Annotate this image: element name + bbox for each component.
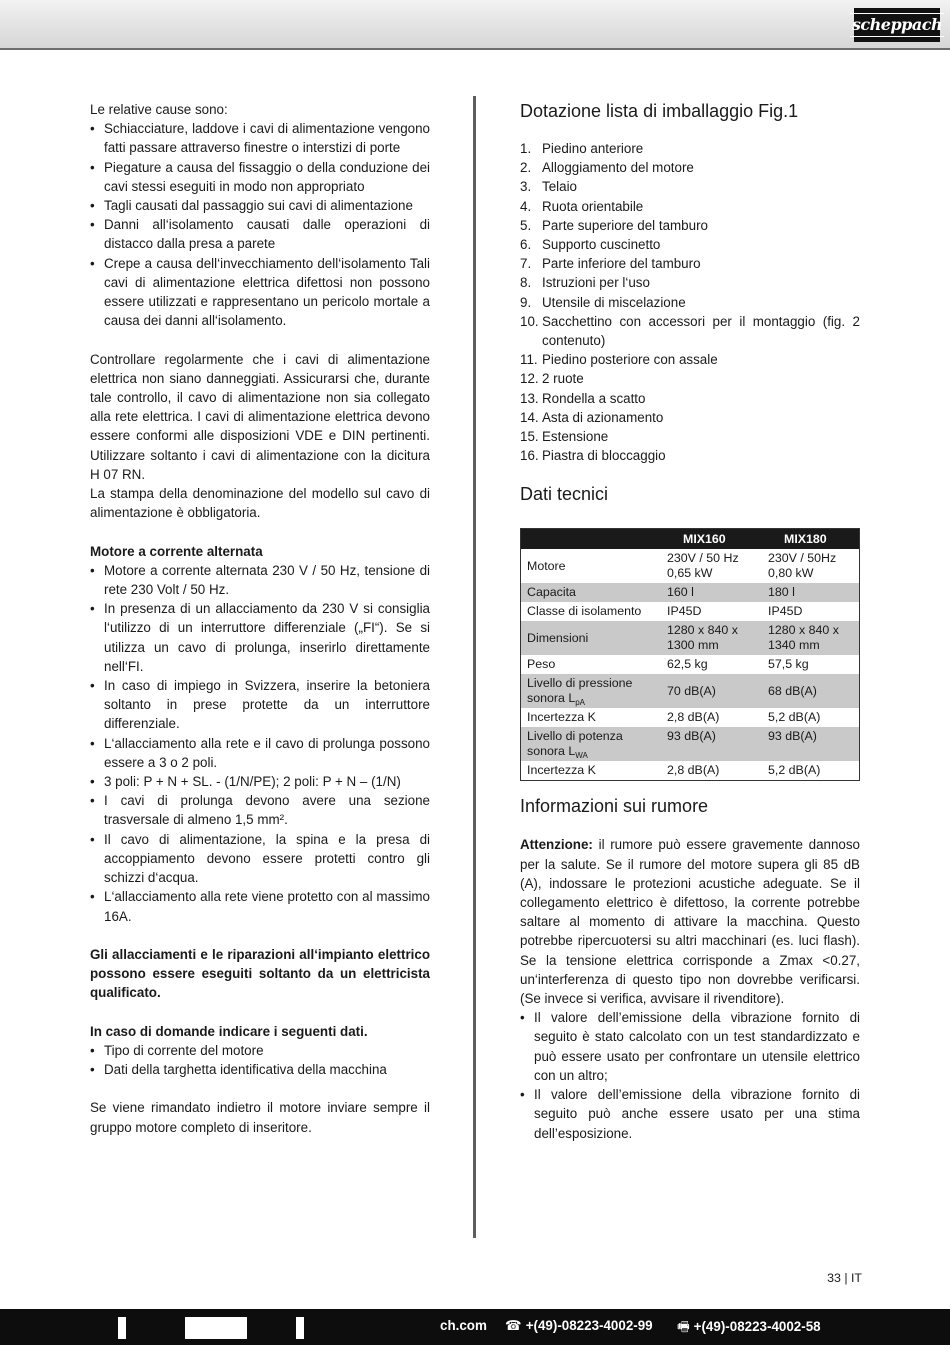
list-item: • Tagli causati dal passaggio sui cavi di alimentazione — [90, 196, 430, 215]
list-item: 13. Rondella a scatto — [520, 390, 646, 406]
questions-list — [90, 1041, 430, 1079]
list-item: 6. Supporto cuscinetto — [520, 237, 661, 253]
footer-glyph-block — [118, 1317, 126, 1339]
list-item: 10. Sacchettino con accessori per il montaggio (fig. 2 contenuto) — [520, 313, 860, 349]
list-item: 8. Istruzioni per l‘uso — [520, 275, 650, 291]
list-item: • Motore a corrente alternata 230 V / 50 Hz, tensione di rete 230 Volt / 50 Hz. — [90, 561, 430, 599]
table-row: Peso 62,5 kg 57,5 kg — [521, 655, 860, 674]
list-item: 1. Piedino anteriore — [520, 141, 644, 156]
table-header-empty — [521, 529, 662, 550]
list-item: • Il valore dell’emissione della vibrazione fornito di seguito può anche essere usato per una stima dell’esposizione. — [520, 1085, 860, 1143]
noise-heading: Informazioni sui rumore — [520, 796, 709, 817]
tech-data-table — [520, 528, 860, 781]
footer-glyph-block — [296, 1317, 304, 1339]
page-footer — [0, 1309, 950, 1345]
electrician-note: Gli allacciamenti e le riparazioni all‘impianto elettrico possono essere eseguiti soltanto da un elettricista qualificato. — [90, 946, 430, 1001]
page-number: 33 | IT — [827, 1271, 862, 1285]
list-item: 9. Utensile di miscelazione — [520, 294, 686, 310]
list-item: • Tipo di corrente del motore — [90, 1041, 430, 1060]
right-column — [520, 100, 860, 1143]
package-list — [520, 139, 860, 465]
questions-heading: In caso di domande indicare i seguenti dati. — [90, 1023, 368, 1039]
list-item: • 3 poli: P + N + SL. - (1/N/PE); 2 poli: P + N – (1/N) — [90, 772, 430, 791]
list-item: • In presenza di un allacciamento da 230 V si consiglia l‘utilizzo di un interruttore differenziale („FI“). Se si utilizza un cavo di prolunga, inserirlo direttamente nell‘FI. — [90, 599, 430, 676]
footer-phone: ☎ +(49)-08223-4002-99 — [505, 1318, 653, 1333]
return-paragraph: Se viene rimandato indietro il motore inviare sempre il gruppo motore completo di inseritore. — [90, 1100, 430, 1135]
table-row: Dimensioni 1280 x 840 x 1300 mm 1280 x 840 x 1340 mm — [521, 621, 860, 655]
list-item: 16. Piastra di bloccaggio — [520, 448, 666, 464]
footer-fax: 🖷 +(49)-08223-4002-58 — [677, 1319, 821, 1334]
table-row: Capacita 160 l 180 l — [521, 583, 860, 602]
noise-paragraph: Attenzione: il rumore può essere gravemente dannoso per la salute. Se il rumore del motore supera gli 85 dB (A), indossare le protezioni acustiche adeguate. Se il collegamento elettrico è difettoso, la corrente potrebbe saltare al momento di attivare la macchina. Questo potrebbe ripercuotersi su altri macchinari (es. luci flash). Se la tensione elettrica corrisponde a Zmax <0.27, un‘interferenza di questo tipo non dovrebbe verificarsi. (Se invece si verifica, avvisare il rivenditore). — [520, 837, 860, 1007]
list-item: • I cavi di prolunga devono avere una sezione trasversale di almeno 1,5 mm². — [90, 791, 430, 829]
list-item: • L‘allacciamento alla rete e il cavo di prolunga possono essere a 3 o 2 poli. — [90, 734, 430, 772]
left-column — [90, 100, 430, 1137]
package-heading: Dotazione lista di imballaggio Fig.1 — [520, 101, 799, 121]
table-row: Livello di pressione sonora $L_{pA}$ 70 dB(A) 68 dB(A) — [521, 674, 860, 708]
list-item: • Il valore dell’emissione della vibrazione fornito di seguito è stato calcolato con un test standardizzato e può essere usato per confrontare un utensile elettrico con un altro; — [520, 1008, 860, 1085]
list-item: 5. Parte superiore del tamburo — [520, 217, 708, 233]
stamp-paragraph: La stampa della denominazione del modello sul cavo di alimentazione è obbligatoria. — [90, 486, 430, 521]
list-item: • Crepe a causa dell‘invecchiamento dell‘isolamento Tali cavi di alimentazione elettrica difettosi non possono essere utilizzati e rappresentano un pericolo mortale a causa dei danni all‘isolamento. — [90, 254, 430, 331]
footer-website[interactable]: ch.com — [440, 1318, 487, 1333]
phone-icon: ☎ — [505, 1318, 522, 1333]
table-header-mix180: MIX180 — [762, 529, 860, 550]
list-item: • Schiacciature, laddove i cavi di alimentazione vengono fatti passare attraverso finestre o interstizi di porte — [90, 119, 430, 157]
table-row: Classe di isolamento IP45D IP45D — [521, 602, 860, 621]
list-item: 3. Telaio — [520, 179, 577, 195]
list-item: 15. Estensione — [520, 429, 609, 445]
table-row: Incertezza K 2,8 dB(A) 5,2 dB(A) — [521, 708, 860, 727]
list-item: • Piegature a causa del fissaggio o della conduzione dei cavi stessi eseguiti in modo non appropriato — [90, 158, 430, 196]
motor-heading: Motore a corrente alternata — [90, 543, 263, 559]
table-header-mix160: MIX160 — [661, 529, 762, 550]
causes-list — [90, 119, 430, 330]
list-item: • In caso di impiego in Svizzera, inserire la betoniera soltanto in prese protette da un interruttore differenziale. — [90, 676, 430, 734]
table-row: Motore 230V / 50 Hz 0,65 kW 230V / 50Hz 0,80 kW — [521, 549, 860, 583]
list-item: 12. 2 ruote — [520, 371, 584, 387]
check-paragraph: Controllare regolarmente che i cavi di alimentazione elettrica non siano danneggiati. Assicurarsi che, durante tale controllo, il cavo di alimentazione non sia collegato alla rete elettrica. I cavi di alimentazione elettrica devono essere conformi alle disposizioni VDE e DIN pertinenti. Utilizzare soltanto i cavi di alimentazione con la dicitura H 07 RN. — [90, 351, 430, 482]
motor-list — [90, 561, 430, 926]
page-header — [0, 0, 950, 50]
causes-intro: Le relative cause sono: — [90, 102, 228, 117]
list-item: • Danni all‘isolamento causati dalle operazioni di distacco dalla presa a parete — [90, 215, 430, 253]
table-row: Incertezza K 2,8 dB(A) 5,2 dB(A) — [521, 761, 860, 781]
column-divider — [473, 96, 476, 1238]
list-item: • Il cavo di alimentazione, la spina e la presa di accoppiamento devono essere protetti contro gli schizzi d‘acqua. — [90, 830, 430, 888]
noise-list — [520, 1008, 860, 1142]
list-item: 14. Asta di azionamento — [520, 409, 664, 425]
scheppach-logo: scheppach — [854, 8, 940, 42]
list-item: 4. Ruota orientabile — [520, 198, 644, 214]
tech-heading: Dati tecnici — [520, 484, 609, 505]
list-item: 11. Piedino posteriore con assale — [520, 352, 718, 368]
footer-glyph-block — [185, 1317, 247, 1339]
list-item: 7. Parte inferiore del tamburo — [520, 256, 701, 272]
fax-icon: 🖷 — [677, 1319, 690, 1334]
list-item: • Dati della targhetta identificativa della macchina — [90, 1060, 430, 1079]
list-item: • L‘allacciamento alla rete viene protetto con al massimo 16A. — [90, 887, 430, 925]
list-item: 2. Alloggiamento del motore — [520, 160, 694, 176]
table-row: Livello di potenza sonora $L_{WA}$ 93 dB(A) 93 dB(A) — [521, 727, 860, 761]
